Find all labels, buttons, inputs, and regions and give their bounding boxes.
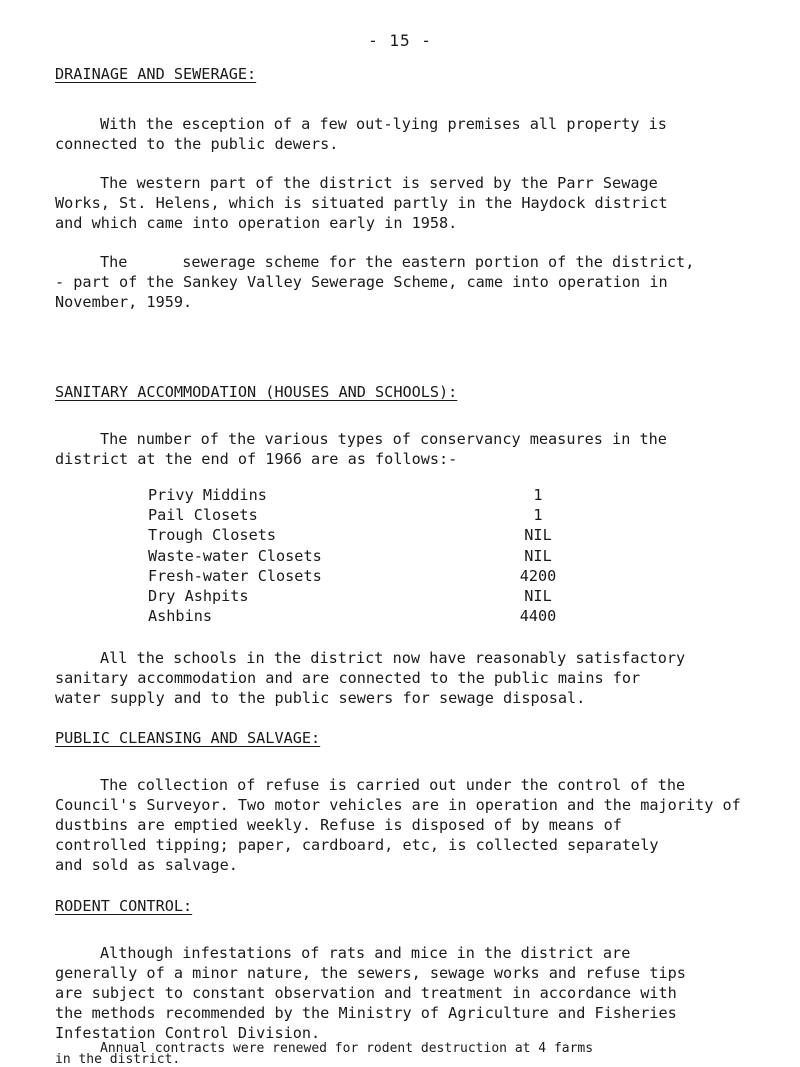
paragraph-schools-line-1: All the schools in the district now have reasonably satisfactory <box>100 649 686 667</box>
section-heading-sanitary: SANITARY ACCOMMODATION (HOUSES AND SCHOOLS): <box>55 383 458 401</box>
table-row <box>148 485 588 505</box>
conservancy-count: NIL <box>524 546 552 565</box>
conservancy-count: NIL <box>524 526 552 545</box>
paragraph-sanitary-intro-line-1: The number of the various types of conservancy measures in the <box>100 430 667 448</box>
paragraph-drainage-3-line-1: The sewerage scheme for the eastern portion of the district, <box>100 253 695 271</box>
conservancy-count: 4400 <box>519 607 557 626</box>
paragraph-cleansing-line-5: and sold as salvage. <box>55 856 238 874</box>
conservancy-type: Pail Closets <box>148 506 258 525</box>
conservancy-count: 1 <box>533 486 543 504</box>
conservancy-type: Ashbins <box>148 607 213 626</box>
table-row <box>148 546 588 566</box>
table-row <box>148 566 588 586</box>
paragraph-drainage-1-line-2: connected to the public dewers. <box>55 135 339 153</box>
page-number: - 15 - <box>368 31 432 50</box>
paragraph-drainage-3-line-3: November, 1959. <box>55 293 193 311</box>
conservancy-count: 1 <box>533 506 543 525</box>
paragraph-cleansing-line-3: dustbins are emptied weekly. Refuse is disposed of by means of <box>55 816 622 834</box>
paragraph-drainage-2-line-3: and which came into operation early in 1958. <box>55 214 458 232</box>
table-row <box>148 505 588 525</box>
table-row <box>148 525 588 545</box>
paragraph-schools-line-2: sanitary accommodation and are connected to the public mains for <box>55 669 641 687</box>
paragraph-rodent-1-line-5: Infestation Control Division. <box>55 1024 321 1042</box>
paragraph-cleansing-line-1: The collection of refuse is carried out under the control of the <box>100 776 686 794</box>
paragraph-rodent-2-line-1: Annual contracts were renewed for rodent destruction at 4 farms <box>100 1041 594 1056</box>
table-row <box>148 606 588 626</box>
conservancy-count: NIL <box>524 586 552 605</box>
conservancy-type: Trough Closets <box>148 526 277 545</box>
paragraph-drainage-3-line-2: - part of the Sankey Valley Sewerage Scheme, came into operation in <box>55 273 668 291</box>
paragraph-rodent-2-line-2: in the district. <box>55 1052 181 1067</box>
conservancy-table <box>148 485 588 626</box>
paragraph-drainage-1-line-1: With the esception of a few out-lying premises all property is <box>100 115 667 133</box>
paragraph-rodent-1-line-1: Although infestations of rats and mice in the district are <box>100 944 631 962</box>
paragraph-cleansing-line-2: Council's Surveyor. Two motor vehicles are in operation and the majority of <box>55 796 741 814</box>
table-row <box>148 586 588 606</box>
paragraph-rodent-1-line-3: are subject to constant observation and treatment in accordance with <box>55 984 677 1002</box>
paragraph-cleansing-line-4: controlled tipping; paper, cardboard, etc, is collected separately <box>55 836 659 854</box>
section-heading-rodent: RODENT CONTROL: <box>55 897 193 915</box>
section-heading-drainage: DRAINAGE AND SEWERAGE: <box>55 65 257 83</box>
conservancy-type: Fresh-water Closets <box>148 566 322 585</box>
section-heading-cleansing: PUBLIC CLEANSING AND SALVAGE: <box>55 729 321 747</box>
paragraph-rodent-1-line-2: generally of a minor nature, the sewers, sewage works and refuse tips <box>55 964 686 982</box>
paragraph-drainage-2-line-1: The western part of the district is served by the Parr Sewage <box>100 174 658 192</box>
conservancy-type: Dry Ashpits <box>148 586 249 605</box>
conservancy-type: Privy Middins <box>148 486 267 504</box>
paragraph-sanitary-intro-line-2: district at the end of 1966 are as follows:- <box>55 450 458 468</box>
conservancy-count: 4200 <box>519 566 557 585</box>
conservancy-type: Waste-water Closets <box>148 546 322 565</box>
paragraph-drainage-2-line-2: Works, St. Helens, which is situated partly in the Haydock district <box>55 194 668 212</box>
paragraph-schools-line-3: water supply and to the public sewers for sewage disposal. <box>55 689 586 707</box>
paragraph-rodent-1-line-4: the methods recommended by the Ministry of Agriculture and Fisheries <box>55 1004 677 1022</box>
